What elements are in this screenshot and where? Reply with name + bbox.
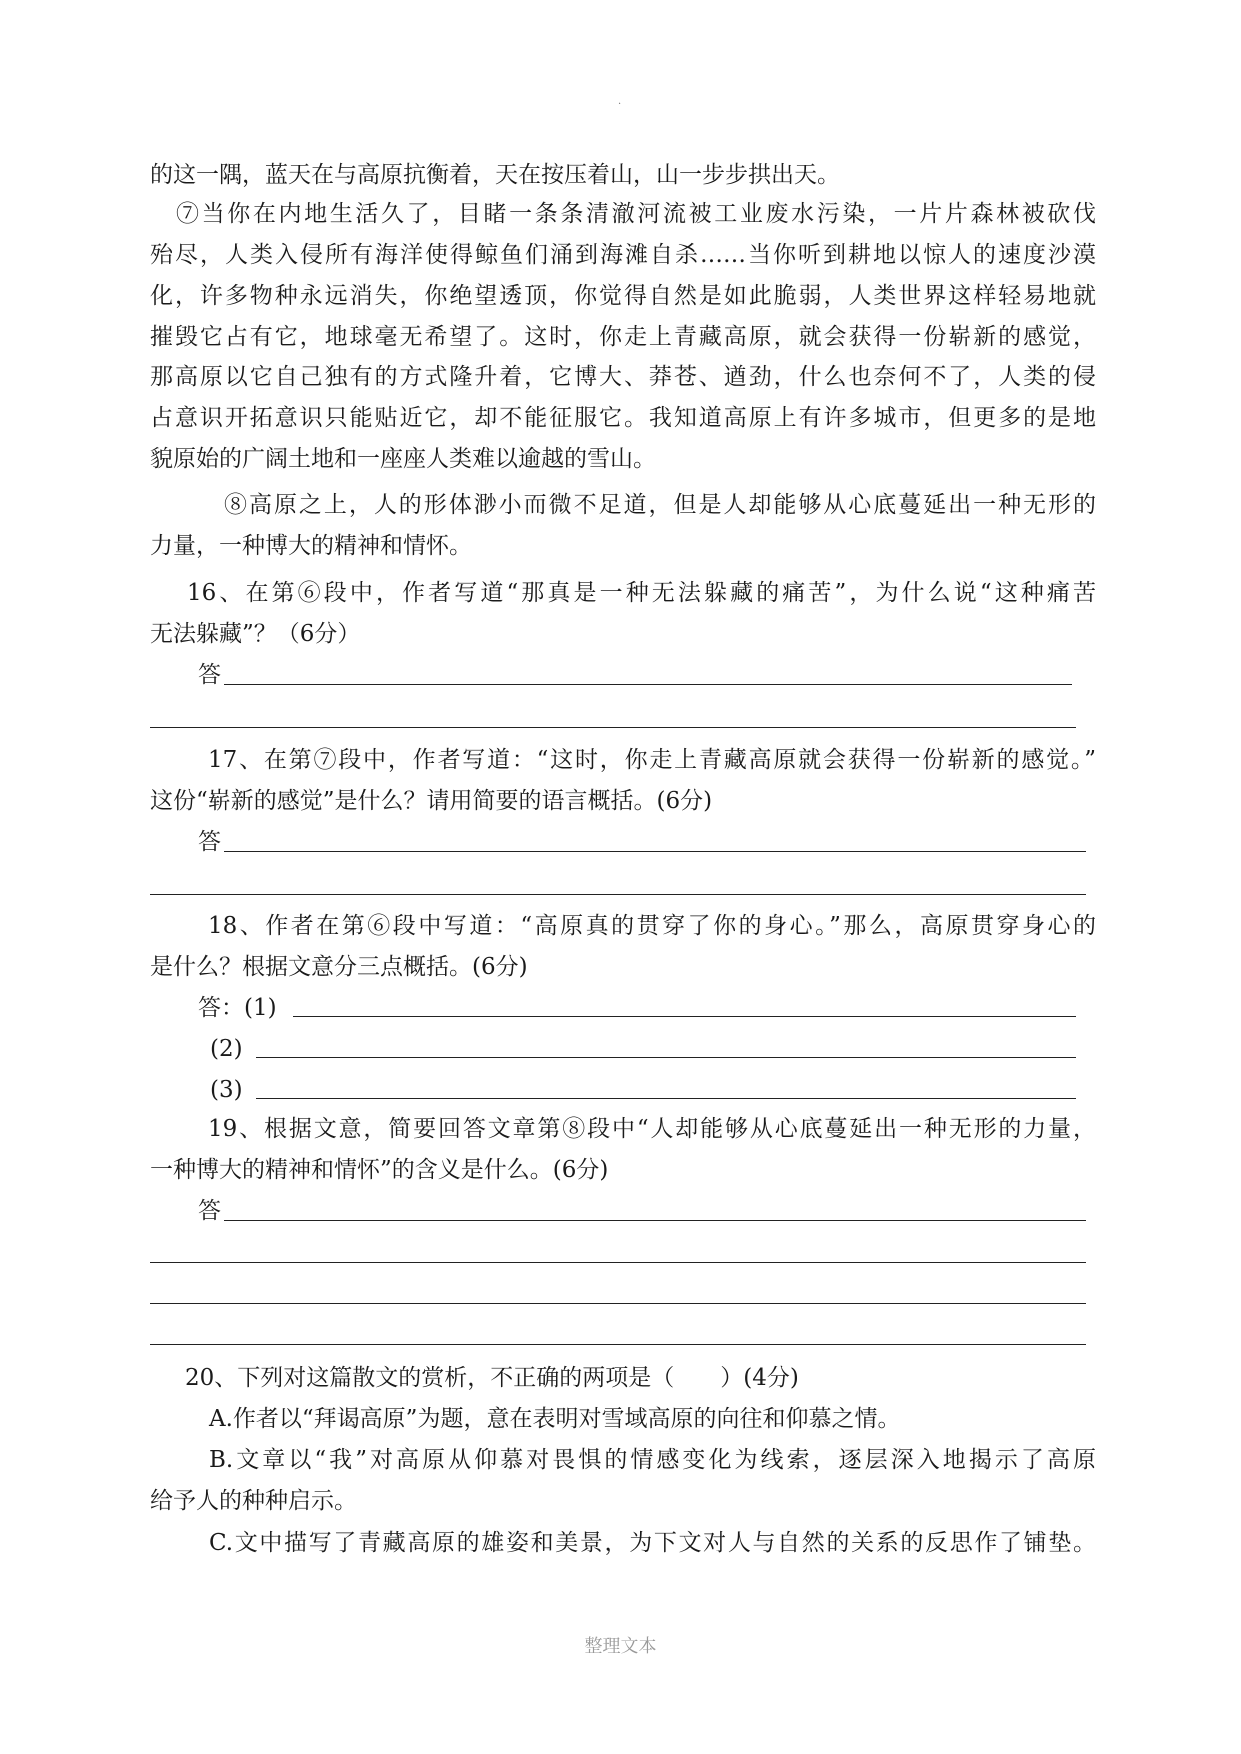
answer-line[interactable] xyxy=(150,1262,1086,1263)
answer-line[interactable] xyxy=(150,727,1076,728)
option-b: B.文章以“我”对高原从仰慕对畏惧的情感变化为线索，逐层深入地揭示了高原 xyxy=(209,1447,1096,1473)
paragraph-7-line: 那高原以它自己独有的方式隆升着，它博大、莽苍、遒劲，什么也奈何不了，人类的侵 xyxy=(150,364,1096,390)
question-text: 这份“崭新的感觉”是什么？请用简要的语言概括。(6分) xyxy=(150,788,713,814)
answer-line-3[interactable] xyxy=(256,1098,1076,1099)
answer-line[interactable] xyxy=(150,894,1086,895)
question-text: 20、下列对这篇散文的赏析，不正确的两项是（ ）(4分) xyxy=(185,1365,799,1391)
paragraph-7-line: 摧毁它占有它，地球毫无希望了。这时，你走上青藏高原，就会获得一份崭新的感觉， xyxy=(150,324,1096,350)
question-text: 18、作者在第⑥段中写道：“高原真的贯穿了你的身心。”那么，高原贯穿身心的 xyxy=(208,913,1096,939)
paragraph-6-tail: 的这一隅，蓝天在与高原抗衡着，天在按压着山，山一步步拱出天。 xyxy=(150,162,840,188)
paragraph-7-line: 化，许多物种永远消失，你绝望透顶，你觉得自然是如此脆弱，人类世界这样轻易地就 xyxy=(150,283,1096,309)
answer-line[interactable] xyxy=(150,1344,1086,1345)
question-text: 17、在第⑦段中，作者写道：“这时，你走上青藏高原就会获得一份崭新的感觉。” xyxy=(208,747,1096,773)
question-text: 一种博大的精神和情怀”的含义是什么。(6分) xyxy=(150,1157,609,1183)
answer-label: 答 xyxy=(198,1198,221,1224)
paragraph-8-line: 力量，一种博大的精神和情怀。 xyxy=(150,533,472,559)
answer-line[interactable] xyxy=(150,1303,1086,1304)
answer-line-1[interactable] xyxy=(293,1016,1076,1017)
question-text: 16、在第⑥段中，作者写道“那真是一种无法躲藏的痛苦”，为什么说“这种痛苦 xyxy=(187,580,1096,606)
paragraph-7-line: 貌原始的广阔土地和一座座人类难以逾越的雪山。 xyxy=(150,446,656,472)
paragraph-7-line: ⑦当你在内地生活久了，目睹一条条清澈河流被工业废水污染，一片片森林被砍伐 xyxy=(176,201,1096,227)
answer-sub-label-2: (2) xyxy=(210,1036,243,1062)
answer-label: 答 xyxy=(198,829,221,855)
question-text: 无法躲藏”？（6分） xyxy=(150,621,361,647)
page-footer: 整理文本 xyxy=(584,1636,657,1657)
header-dot: . xyxy=(618,96,622,107)
answer-label: 答 xyxy=(198,662,221,688)
question-text: 是什么？根据文意分三点概括。(6分) xyxy=(150,954,528,980)
answer-line[interactable] xyxy=(224,851,1086,852)
answer-line[interactable] xyxy=(224,684,1072,685)
paragraph-8-line: ⑧高原之上，人的形体渺小而微不足道，但是人却能够从心底蔓延出一种无形的 xyxy=(224,492,1096,518)
answer-line[interactable] xyxy=(224,1220,1086,1221)
answer-sub-label-3: (3) xyxy=(210,1077,243,1103)
question-text: 19、根据文意，简要回答文章第⑧段中“人却能够从心底蔓延出一种无形的力量， xyxy=(208,1116,1096,1142)
paragraph-7-line: 占意识开拓意识只能贴近它，却不能征服它。我知道高原上有许多城市，但更多的是地 xyxy=(150,405,1096,431)
answer-label: 答：(1) xyxy=(198,995,277,1021)
option-a: A.作者以“拜谒高原”为题，意在表明对雪域高原的向往和仰慕之情。 xyxy=(209,1406,901,1432)
answer-line-2[interactable] xyxy=(256,1057,1076,1058)
option-b-continued: 给予人的种种启示。 xyxy=(150,1488,357,1514)
option-c: C.文中描写了青藏高原的雄姿和美景，为下文对人与自然的关系的反思作了铺垫。 xyxy=(209,1530,1096,1556)
paragraph-7-line: 殆尽，人类入侵所有海洋使得鲸鱼们涌到海滩自杀……当你听到耕地以惊人的速度沙漠 xyxy=(150,242,1096,268)
